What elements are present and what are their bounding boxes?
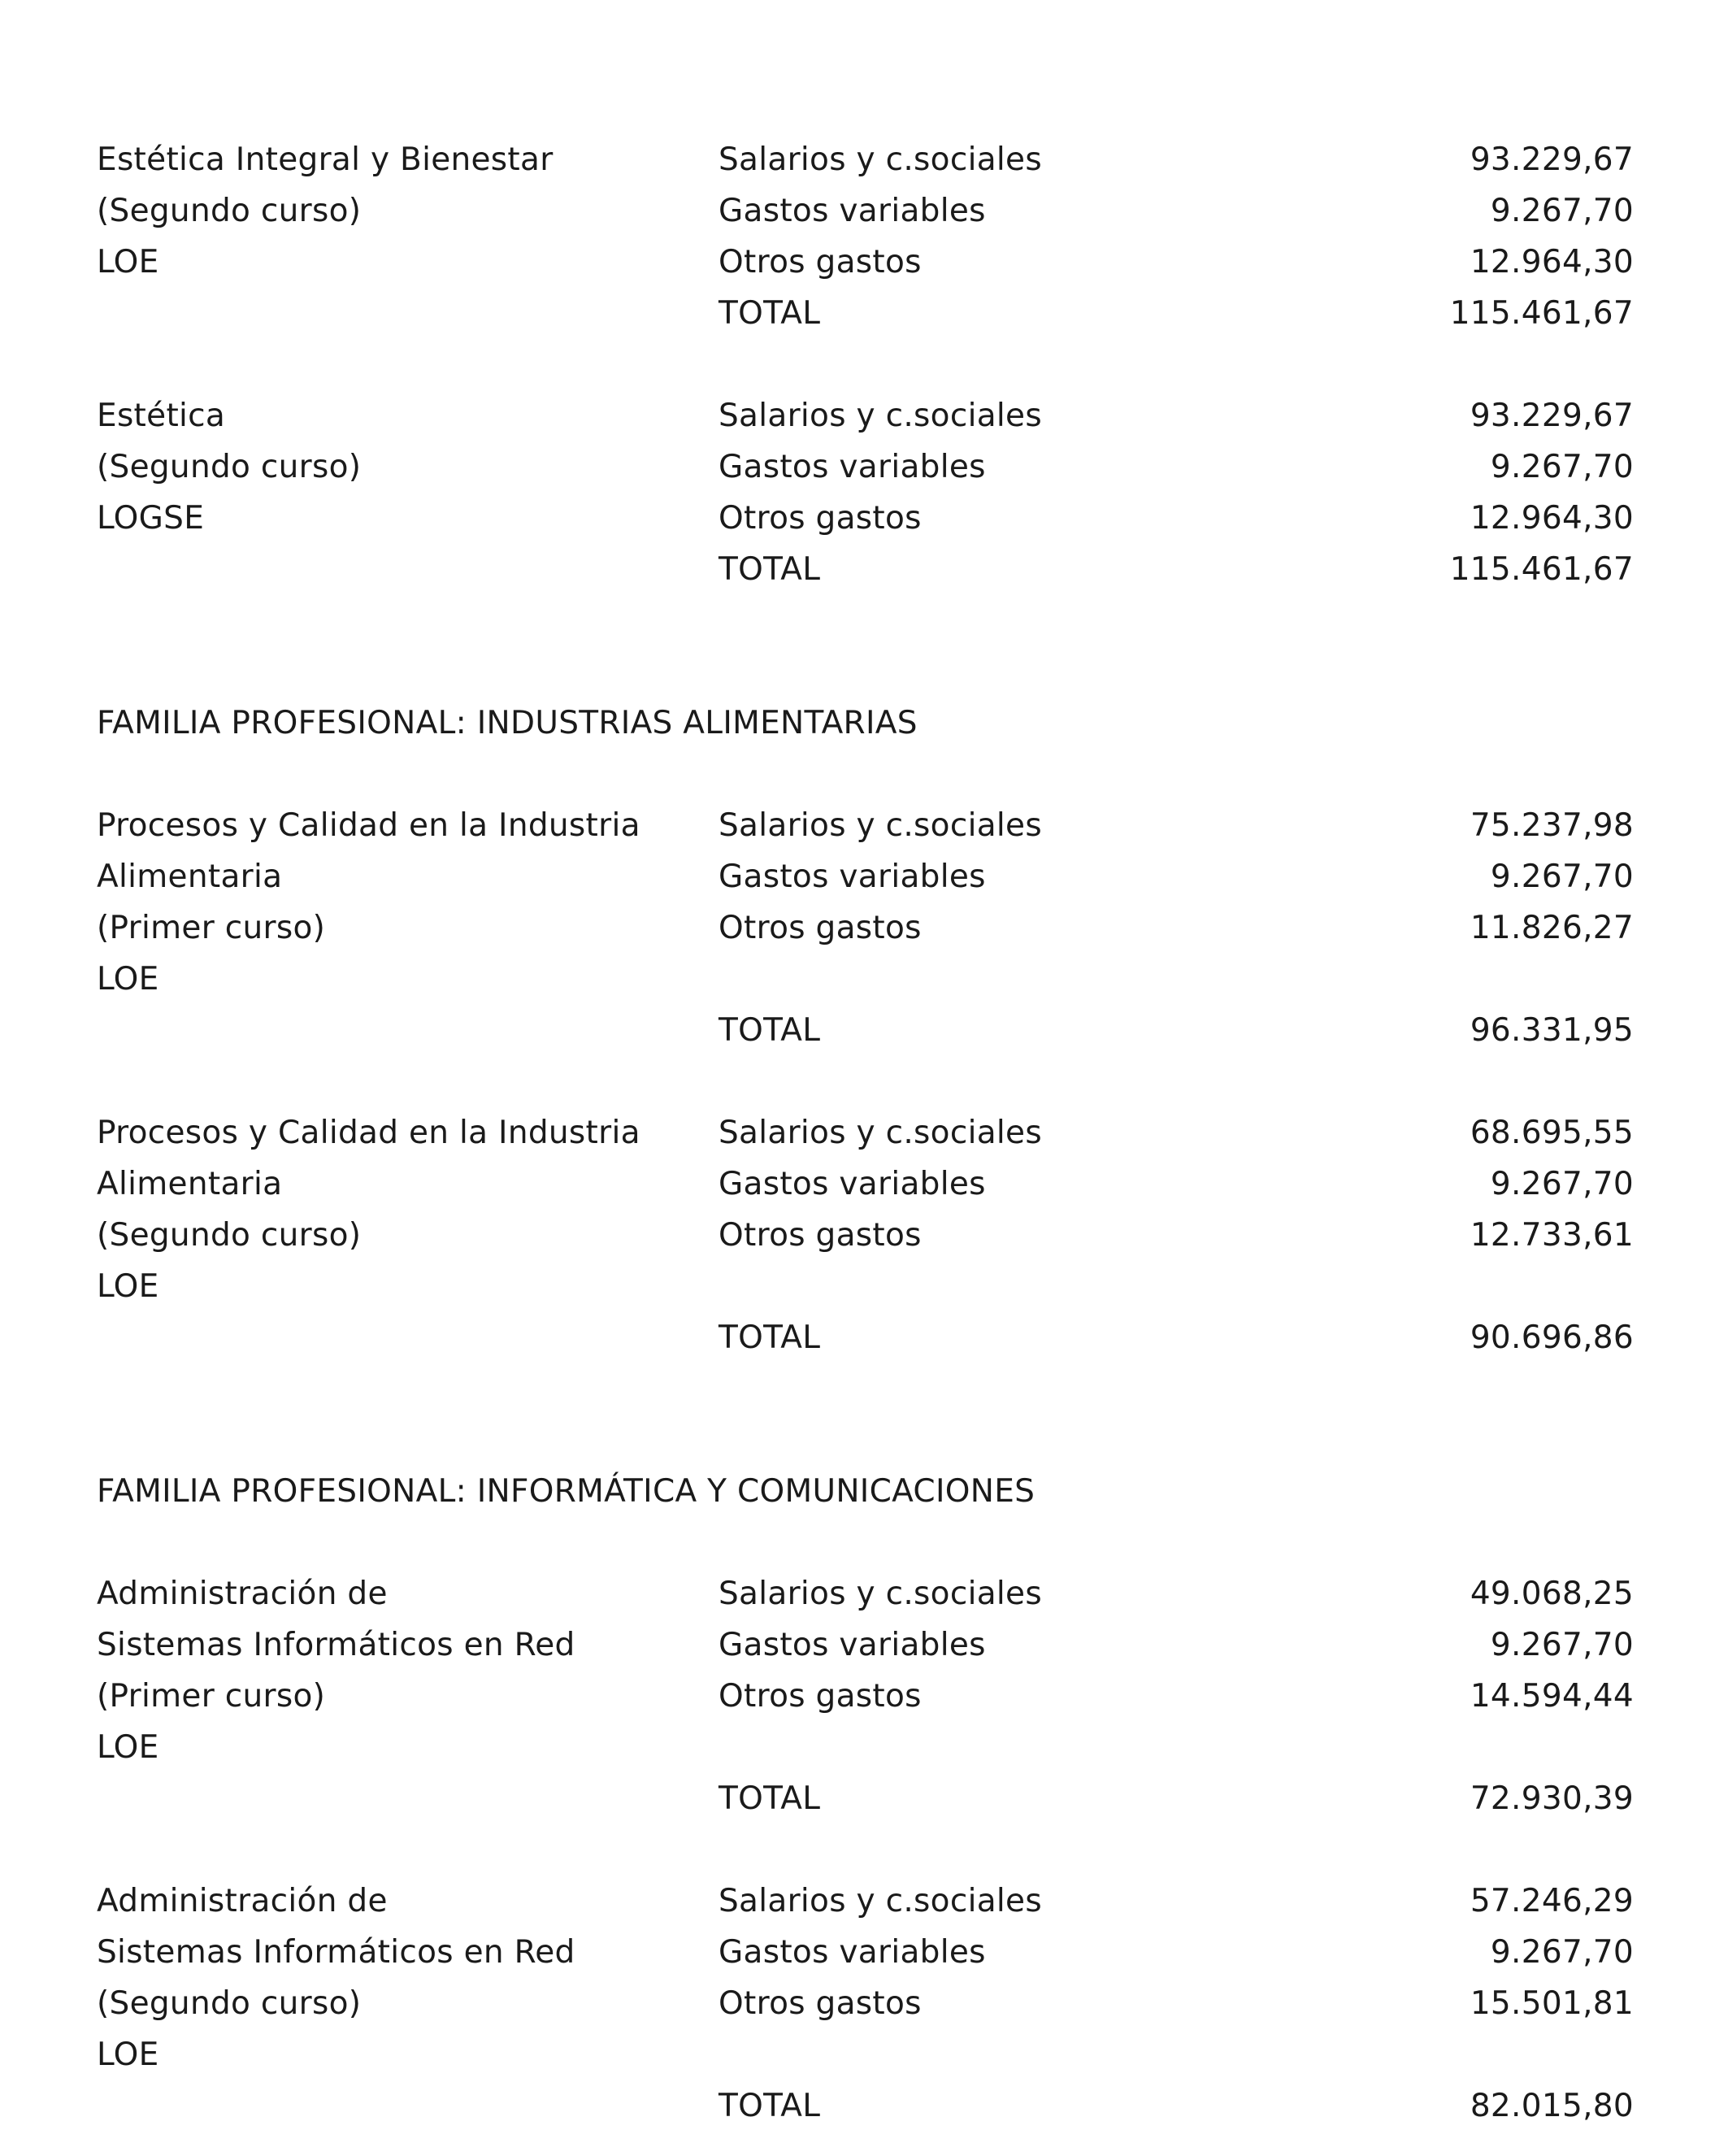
cost-amount: 57.246,29 bbox=[1470, 1883, 1634, 1919]
course-law: LOE bbox=[97, 1729, 159, 1766]
course-name-line: Alimentaria bbox=[97, 1166, 283, 1202]
total-label: TOTAL bbox=[719, 2088, 821, 2124]
total-label: TOTAL bbox=[719, 1780, 821, 1817]
cost-amount: 9.267,70 bbox=[1490, 449, 1634, 485]
cost-concept: Salarios y c.sociales bbox=[719, 1576, 1042, 1612]
cost-amount: 15.501,81 bbox=[1470, 1985, 1634, 2022]
total-amount: 82.015,80 bbox=[1470, 2088, 1634, 2124]
course-level: (Segundo curso) bbox=[97, 1985, 362, 2022]
course-level: (Primer curso) bbox=[97, 1678, 326, 1715]
total-amount: 115.461,67 bbox=[1449, 295, 1634, 332]
total-amount: 115.461,67 bbox=[1449, 551, 1634, 588]
cost-amount: 9.267,70 bbox=[1490, 1627, 1634, 1663]
cost-concept: Salarios y c.sociales bbox=[719, 398, 1042, 434]
cost-concept: Otros gastos bbox=[719, 1217, 922, 1254]
course-name-line: Sistemas Informáticos en Red bbox=[97, 1934, 575, 1971]
cost-concept: Salarios y c.sociales bbox=[719, 1883, 1042, 1919]
cost-concept: Otros gastos bbox=[719, 1985, 922, 2022]
cost-concept: Salarios y c.sociales bbox=[719, 141, 1042, 178]
course-law: LOE bbox=[97, 244, 159, 280]
cost-amount: 93.229,67 bbox=[1470, 398, 1634, 434]
cost-amount: 12.964,30 bbox=[1470, 244, 1634, 280]
course-name-line: Administración de bbox=[97, 1576, 388, 1612]
total-amount: 90.696,86 bbox=[1470, 1319, 1634, 1356]
cost-amount: 14.594,44 bbox=[1470, 1678, 1634, 1715]
course-law: LOE bbox=[97, 961, 159, 998]
cost-concept: Otros gastos bbox=[719, 910, 922, 946]
cost-amount: 11.826,27 bbox=[1470, 910, 1634, 946]
cost-concept: Gastos variables bbox=[719, 1166, 986, 1202]
total-label: TOTAL bbox=[719, 1012, 821, 1049]
cost-concept: Gastos variables bbox=[719, 1627, 986, 1663]
cost-amount: 49.068,25 bbox=[1470, 1576, 1634, 1612]
section-heading: FAMILIA PROFESIONAL: INFORMÁTICA Y COMUNICACIONES bbox=[97, 1473, 1035, 1510]
total-label: TOTAL bbox=[719, 1319, 821, 1356]
course-level: (Segundo curso) bbox=[97, 1217, 362, 1254]
course-name-line: Procesos y Calidad en la Industria bbox=[97, 807, 640, 844]
cost-concept: Gastos variables bbox=[719, 858, 986, 895]
cost-amount: 9.267,70 bbox=[1490, 1934, 1634, 1971]
course-name-line: Procesos y Calidad en la Industria bbox=[97, 1115, 640, 1151]
course-name-line: Estética bbox=[97, 398, 226, 434]
course-law: LOGSE bbox=[97, 500, 205, 537]
course-name-line: Alimentaria bbox=[97, 858, 283, 895]
cost-amount: 75.237,98 bbox=[1470, 807, 1634, 844]
cost-concept: Otros gastos bbox=[719, 500, 922, 537]
cost-amount: 9.267,70 bbox=[1490, 193, 1634, 229]
course-level: (Primer curso) bbox=[97, 910, 326, 946]
cost-concept: Gastos variables bbox=[719, 449, 986, 485]
cost-amount: 9.267,70 bbox=[1490, 1166, 1634, 1202]
section-heading: FAMILIA PROFESIONAL: INDUSTRIAS ALIMENTARIAS bbox=[97, 705, 918, 741]
cost-amount: 93.229,67 bbox=[1470, 141, 1634, 178]
course-level: (Segundo curso) bbox=[97, 449, 362, 485]
total-label: TOTAL bbox=[719, 551, 821, 588]
total-amount: 96.331,95 bbox=[1470, 1012, 1634, 1049]
cost-amount: 9.267,70 bbox=[1490, 858, 1634, 895]
cost-concept: Gastos variables bbox=[719, 193, 986, 229]
course-level: (Segundo curso) bbox=[97, 193, 362, 229]
cost-concept: Otros gastos bbox=[719, 1678, 922, 1715]
course-name-line: Estética Integral y Bienestar bbox=[97, 141, 554, 178]
cost-concept: Otros gastos bbox=[719, 244, 922, 280]
course-law: LOE bbox=[97, 1268, 159, 1305]
course-name-line: Administración de bbox=[97, 1883, 388, 1919]
total-label: TOTAL bbox=[719, 295, 821, 332]
cost-concept: Salarios y c.sociales bbox=[719, 807, 1042, 844]
cost-amount: 12.964,30 bbox=[1470, 500, 1634, 537]
cost-amount: 68.695,55 bbox=[1470, 1115, 1634, 1151]
cost-concept: Gastos variables bbox=[719, 1934, 986, 1971]
course-name-line: Sistemas Informáticos en Red bbox=[97, 1627, 575, 1663]
course-law: LOE bbox=[97, 2036, 159, 2073]
cost-amount: 12.733,61 bbox=[1470, 1217, 1634, 1254]
total-amount: 72.930,39 bbox=[1470, 1780, 1634, 1817]
cost-concept: Salarios y c.sociales bbox=[719, 1115, 1042, 1151]
